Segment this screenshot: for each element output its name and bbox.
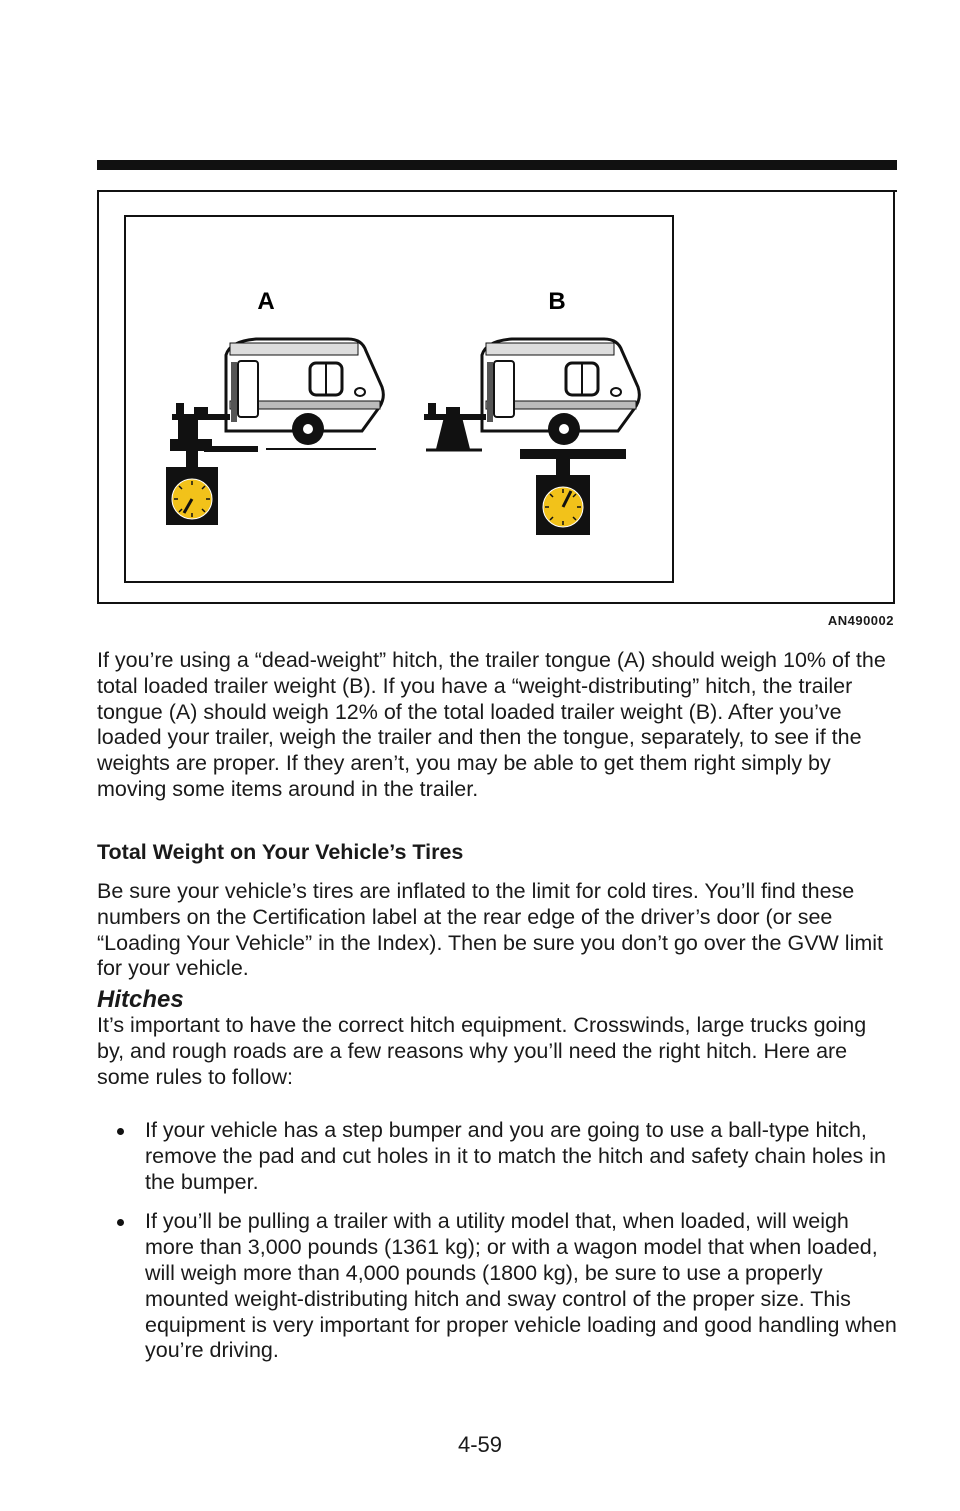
figure-label-a: A bbox=[257, 288, 275, 315]
trailer-a-light bbox=[355, 388, 365, 396]
trailer-a-side-panel bbox=[231, 362, 237, 422]
intro-paragraph: If you’re using a “dead-weight” hitch, the trailer tongue (A) should weigh 10% of the total loaded trailer weight (B). If you have a “weight-distributing” hitch, the trailer tongue (A) should weigh 12% of the total loaded trailer weight (B). After you’ve loaded your trailer, weigh the trailer and then the tongue, separately, to see if the weights are proper. If they aren’t, you may be able to get them right simply by moving some items around in the trailer. bbox=[97, 648, 886, 801]
trailer-a-scale-platform bbox=[170, 439, 212, 451]
top-rule bbox=[97, 160, 897, 170]
tires-heading: Total Weight on Your Vehicle’s Tires bbox=[97, 840, 464, 864]
trailer-b-roof-band bbox=[486, 343, 614, 355]
trailer-a-door bbox=[238, 361, 258, 417]
trailer-a-roof-band bbox=[230, 343, 358, 355]
list-item bbox=[97, 1118, 897, 1195]
figure-code: AN490002 bbox=[827, 613, 894, 628]
bullet-dot bbox=[117, 1128, 124, 1135]
tires-paragraph: Be sure your vehicle’s tires are inflated to the limit for cold tires. You’ll find these numbers on the Certification label at the rear edge of the driver’s door (or see “Loading Your Vehicle” in the Index). Then be sure you don’t go over the GVW limit for your vehicle. bbox=[97, 879, 884, 981]
list-item-text: If your vehicle has a step bumper and you are going to use a ball-type hitch, remove the pad and cut holes in it to match the hitch and safety chain holes in the bumper. bbox=[145, 1118, 887, 1194]
page-number: 4-59 bbox=[457, 1432, 503, 1457]
trailer-weighing-illustration bbox=[124, 215, 674, 583]
trailer-b-group bbox=[424, 339, 639, 535]
trailer-b-side-panel bbox=[487, 362, 493, 422]
trailer-b-jack-stand bbox=[436, 417, 470, 449]
bullet-dot bbox=[117, 1219, 124, 1226]
trailer-a-group bbox=[166, 339, 383, 525]
trailer-illustration-svg bbox=[126, 217, 672, 581]
trailer-b-light bbox=[611, 388, 621, 396]
trailer-a-jack-post bbox=[178, 417, 198, 439]
hitch-rules-list bbox=[97, 1118, 897, 1364]
hitches-heading: Hitches bbox=[97, 986, 184, 1013]
trailer-b-scale-platform bbox=[520, 449, 626, 459]
list-item-text: If you’ll be pulling a trailer with a utility model that, when loaded, will weigh more than 3,000 pounds (1361 kg); or with a wagon model that when loaded, will weigh more than 4,000 pounds (1800 kg), be sure to use a properly mounted weight-distributing hitch and sway control of the proper size. This equipment is very important for proper vehicle loading and good handling when you’re driving. bbox=[145, 1209, 897, 1363]
trailer-b-door bbox=[494, 361, 514, 417]
hitches-paragraph: It’s important to have the correct hitch equipment. Crosswinds, large trucks going by, and rough roads are a few reasons why you’ll need the right hitch. Here are some rules to follow: bbox=[97, 1013, 867, 1089]
list-item bbox=[97, 1209, 897, 1364]
figure-label-b: B bbox=[548, 288, 566, 315]
